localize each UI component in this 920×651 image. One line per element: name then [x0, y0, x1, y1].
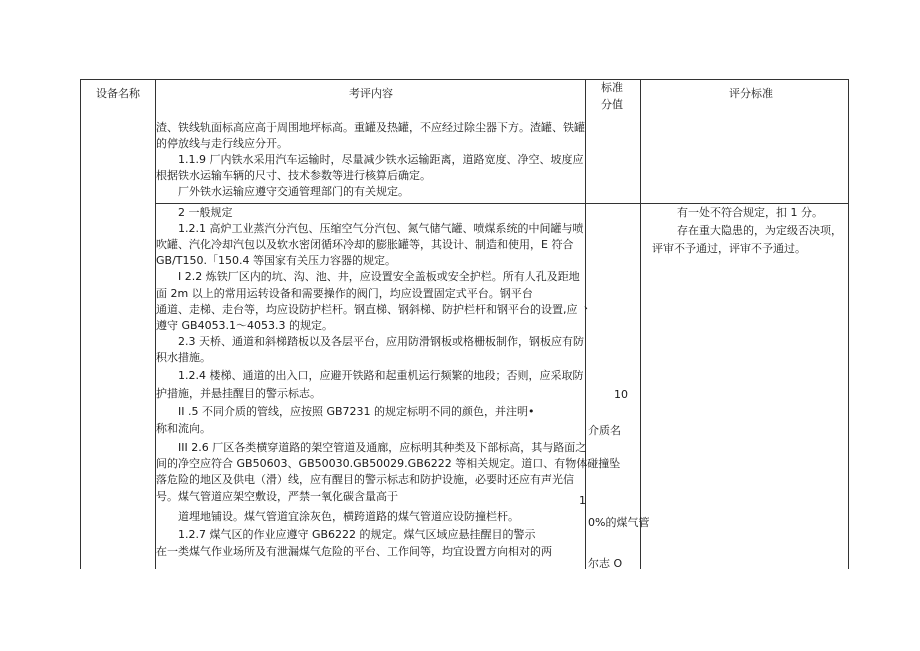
content-line: 1.2.4 楼梯、通道的出入口，应避开铁路和起重机运行频繁的地段；否则，应采取防	[178, 369, 584, 382]
criteria-line: 存在重大隐患的，为定级否决项，	[677, 224, 842, 237]
stray-mark: 、	[584, 298, 595, 311]
score-fragment: 尔志 O	[588, 557, 623, 570]
table-right-border	[848, 79, 849, 569]
table-top-border	[80, 79, 849, 80]
content-line: 的停放线与走行线应分开。	[156, 137, 288, 150]
content-line: 通道、走梯、走台等，均应设防护栏杆。钢直梯、钢斜梯、防护栏杆和钢平台的设置,应	[156, 303, 578, 316]
content-line: 护措施，并悬挂醒目的警示标志。	[156, 387, 321, 400]
criteria-line: 有一处不符合规定，扣 1 分。	[677, 206, 823, 219]
score-fragment: 0%的煤气管	[588, 516, 650, 529]
content-line: 吹罐、汽化冷却汽包以及软水密闭循环冷却的膨胀罐等，其设计、制造和使用，E 符合	[156, 238, 574, 251]
content-line: 2.3 天桥、通道和斜梯踏板以及各层平台，应用防滑钢板或格栅板制作，钢板应有防	[178, 335, 584, 348]
section-heading: 2 一般规定	[178, 206, 233, 219]
score-value: 10	[614, 388, 628, 401]
content-line: 1.2.1 高炉工业蒸汽分汽包、压缩空气分汽包、氮气储气罐、喷煤系统的中间罐与喷	[178, 222, 584, 235]
content-line: 积水措施。	[156, 351, 211, 364]
header-scoring-criteria: 评分标准	[729, 87, 773, 100]
header-equipment-name: 设备名称	[96, 87, 140, 100]
score-fragment: 介质名	[588, 424, 621, 437]
content-line: 间的净空应符合 GB50603、GB50030.GB50029.GB6222 等相关规定。道口、有物体碰撞坠	[156, 457, 621, 470]
header-evaluation-content: 考评内容	[349, 87, 393, 100]
content-line: 面 2m 以上的常用运转设备和需要操作的阀门，均应设置固定式平台。钢平台	[156, 287, 533, 300]
criteria-line: 评审不予通过，评审不予通过。	[652, 242, 806, 255]
content-line: 在一类煤气作业场所及有泄漏煤气危险的平台、工作间等，均宜设置方向相对的两	[156, 545, 552, 558]
header-standard-score-line1: 标准	[601, 81, 623, 94]
content-line: III 2.6 厂区各类横穿道路的架空管道及通廊，应标明其种类及下部标高，其与路面之	[178, 441, 587, 454]
row-divider	[155, 203, 849, 204]
content-line: 称和流向。	[156, 422, 211, 435]
content-line: 根据铁水运输车辆的尺寸、技术参数等进行核算后确定。	[156, 169, 431, 182]
content-line: II .5 不同介质的管线，应按照 GB7231 的规定标明不同的颜色，并注明•	[178, 405, 535, 418]
col-divider-3	[640, 79, 641, 569]
header-standard-score-line2: 分值	[601, 98, 623, 111]
content-line: I 2.2 炼铁厂区内的坑、沟、池、井，应设置安全盖板或安全护栏。所有人孔及距地	[178, 270, 580, 283]
content-line: 落危险的地区及供电（滑）线，应有醒目的警示标志和防护设施，必要时还应有声光信	[156, 473, 574, 486]
content-line: 渣、铁线轨面标高应高于周围地坪标高。重罐及热罐，不应经过除尘器下方。渣罐、铁罐	[156, 121, 585, 134]
content-line: 1.2.7 煤气区的作业应遵守 GB6222 的规定。煤气区域应悬挂醒目的警示	[178, 528, 536, 541]
content-line: 道埋地铺设。煤气管道宜涂灰色，横跨道路的煤气管道应设防撞栏杆。	[178, 510, 519, 523]
table-left-border	[80, 79, 81, 569]
content-line: 遵守 GB4053.1～4053.3 的规定。	[156, 319, 334, 332]
score-fragment: 1	[579, 494, 586, 507]
content-line: 1.1.9 厂内铁水采用汽车运输时，尽量减少铁水运输距离，道路宽度、净空、坡度应	[178, 153, 584, 166]
content-line: GB/T150.「150.4 等国家有关压力容器的规定。	[156, 254, 396, 267]
content-line: 厂外铁水运输应遵守交通管理部门的有关规定。	[178, 185, 409, 198]
content-line: 号。煤气管道应架空敷设，严禁一氧化碳含量高于	[156, 490, 398, 503]
